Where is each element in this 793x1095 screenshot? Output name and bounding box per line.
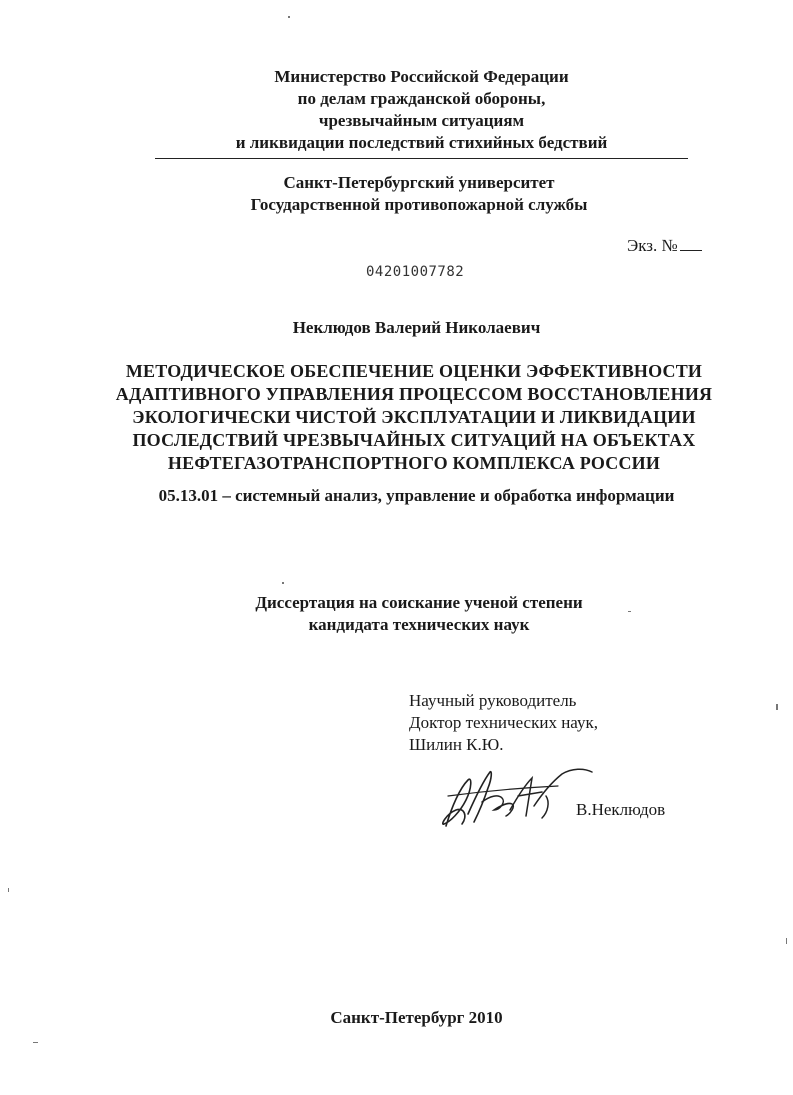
dissertation-title [0, 360, 793, 475]
title-line: АДАПТИВНОГО УПРАВЛЕНИЯ ПРОЦЕССОМ ВОССТАНОВЛЕНИЯ [115, 384, 713, 404]
scan-speck [33, 1042, 38, 1043]
title-line: МЕТОДИЧЕСКОЕ ОБЕСПЕЧЕНИЕ ОЦЕНКИ ЭФФЕКТИВНОСТИ [125, 361, 703, 381]
title-line: НЕФТЕГАЗОТРАНСПОРТНОГО КОМПЛЕКСА РОССИИ [167, 453, 661, 473]
advisor-line: Шилин К.Ю. [409, 735, 504, 754]
scan-speck [8, 888, 9, 892]
advisor-line: Научный руководитель [409, 691, 577, 710]
ministry-line: Министерство Российской Федерации [274, 67, 569, 86]
ministry-line: и ликвидации последствий стихийных бедствий [235, 133, 608, 152]
scan-speck [288, 16, 290, 18]
scan-speck [282, 582, 284, 584]
advisor-line: Доктор технических наук, [409, 713, 598, 732]
university-line: Государственной противопожарной службы [250, 195, 588, 214]
scan-speck [628, 611, 631, 612]
copy-number-blank [680, 236, 702, 251]
scan-speck [786, 938, 787, 944]
ministry-line: чрезвычайным ситуациям [318, 111, 525, 130]
handwritten-signature [438, 766, 598, 832]
degree-statement [0, 592, 793, 636]
city-year [0, 1008, 793, 1028]
copy-number [627, 236, 702, 256]
specialty-code [0, 486, 793, 506]
catalog-stamp: 04201007782 [366, 264, 465, 280]
author-name [0, 318, 793, 338]
degree-line: кандидата технических наук [308, 615, 530, 634]
scan-speck [776, 704, 778, 710]
author-name-text: Неклюдов Валерий Николаевич [292, 318, 541, 337]
specialty-text: 05.13.01 – системный анализ, управление и обработка информации [158, 486, 675, 505]
ministry-header [0, 66, 793, 154]
title-line: ПОСЛЕДСТВИЙ ЧРЕЗВЫЧАЙНЫХ СИТУАЦИЙ НА ОБЪЕКТАХ [132, 430, 696, 450]
city-year-text: Санкт-Петербург 2010 [330, 1008, 503, 1027]
signature-name: В.Неклюдов [576, 800, 666, 819]
title-line: ЭКОЛОГИЧЕСКИ ЧИСТОЙ ЭКСПЛУАТАЦИИ И ЛИКВИДАЦИИ [132, 407, 696, 427]
copy-number-label: Экз. № [627, 236, 678, 255]
ministry-line: по делам гражданской обороны, [297, 89, 546, 108]
university-line: Санкт-Петербургский университет [283, 173, 555, 192]
university-header [0, 172, 793, 216]
scientific-advisor [409, 690, 598, 756]
degree-line: Диссертация на соискание ученой степени [255, 593, 583, 612]
header-divider [155, 158, 688, 159]
